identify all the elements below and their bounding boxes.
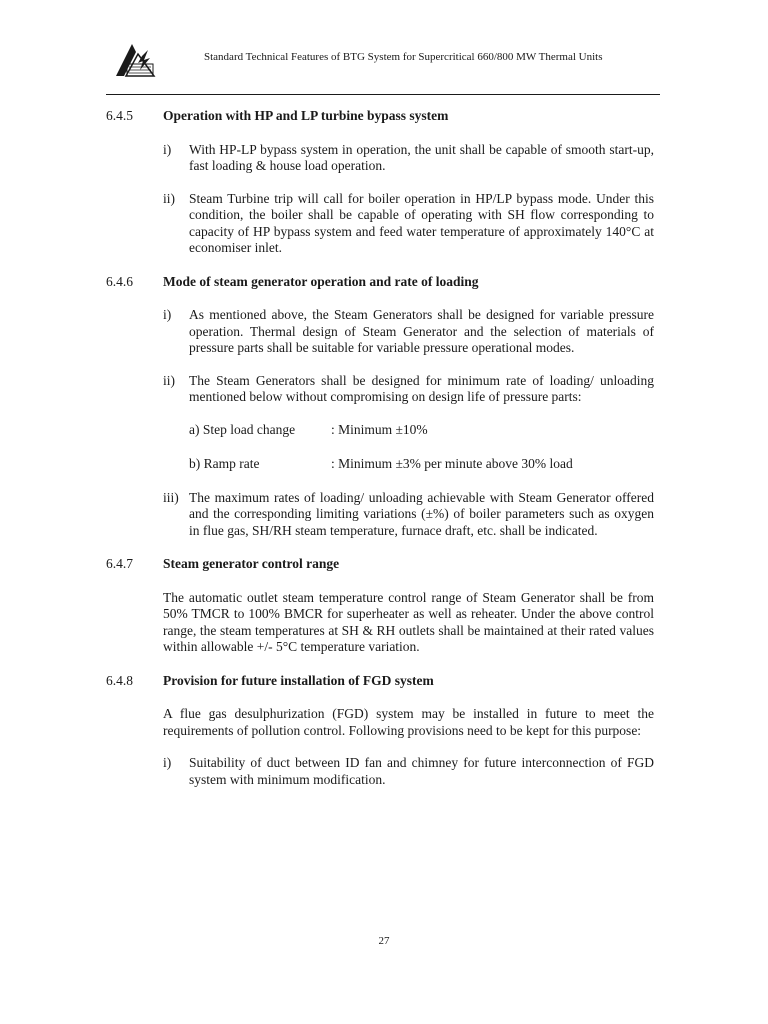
- section-title: Steam generator control range: [163, 556, 340, 571]
- section-heading: [106, 556, 654, 573]
- section-number: 6.4.8: [106, 672, 133, 688]
- load-spec-value: : Minimum ±3% per minute above 30% load: [331, 456, 573, 471]
- list-item: [163, 490, 654, 540]
- list-item: [163, 307, 654, 357]
- list-item: [163, 191, 654, 257]
- section-heading: [106, 274, 654, 291]
- list-item: [163, 755, 654, 788]
- load-spec-value: : Minimum ±10%: [331, 421, 428, 437]
- section-number: 6.4.7: [106, 556, 133, 571]
- list-marker: iii): [163, 489, 179, 505]
- list-text: With HP-LP bypass system in operation, the unit shall be capable of smooth start-up, fast loading & house load operation.: [189, 141, 654, 173]
- list-item: [163, 142, 654, 175]
- list-text: Steam Turbine trip will call for boiler operation in HP/LP bypass mode. Under this condition, the boiler shall be capable of operating with SH flow corresponding to capacity of HP bypass system and feed water temperature of approximately 140°C at economiser inlet.: [189, 190, 654, 255]
- list-marker: ii): [163, 190, 175, 206]
- load-spec-label: b) Ramp rate: [189, 456, 260, 471]
- section-heading: [106, 108, 654, 125]
- document-body: [106, 108, 654, 788]
- section-title: Operation with HP and LP turbine bypass system: [163, 108, 449, 123]
- section-title: Provision for future installation of FGD system: [163, 672, 434, 688]
- section-title: Mode of steam generator operation and rate of loading: [163, 273, 479, 289]
- load-spec-label: a) Step load change: [189, 421, 296, 437]
- list-text: As mentioned above, the Steam Generators shall be designed for variable pressure operation. Thermal design of Steam Generator and the selection of materials of pressure parts shall be suitable for variable pressure operational modes.: [189, 307, 654, 355]
- paragraph: The automatic outlet steam temperature control range of Steam Generator shall be from 50% TMCR to 100% BMCR for superheater as well as reheater. Under the above control range, the steam temperatures at SH & RH outlets shall be maintained at their rated values within allowable +/- 5°C temperature variation.: [163, 589, 654, 654]
- page-number: 27: [378, 935, 390, 947]
- paragraph: A flue gas desulphurization (FGD) system may be installed in future to meet the requirements of pollution control. Following provisions need to be kept for this purpose:: [163, 706, 654, 738]
- section-number: 6.4.6: [106, 273, 133, 289]
- list-marker: ii): [163, 372, 175, 388]
- list-marker: i): [163, 755, 172, 770]
- list-item: [163, 373, 654, 406]
- header-title: Standard Technical Features of BTG System for Supercritical 660/800 MW Thermal Units: [204, 51, 603, 63]
- page-header: [106, 38, 660, 95]
- section-heading: [106, 673, 654, 690]
- load-spec-row: [189, 456, 654, 473]
- list-marker: i): [163, 141, 172, 157]
- section-number: 6.4.5: [106, 108, 133, 123]
- list-text: The maximum rates of loading/ unloading achievable with Steam Generator offered and the corresponding limiting variations (±%) of boiler parameters such as oxygen in flue gas, SH/RH steam temperature, furnace draft, etc. shall be indicated.: [189, 489, 654, 538]
- list-marker: i): [163, 307, 172, 322]
- company-logo-icon: [114, 42, 156, 80]
- list-text: The Steam Generators shall be designed for minimum rate of loading/ unloading mentioned below without compromising on design life of pressure parts:: [189, 372, 654, 404]
- load-spec-row: [189, 422, 654, 439]
- list-text: Suitability of duct between ID fan and chimney for future interconnection of FGD system with minimum modification.: [189, 755, 654, 787]
